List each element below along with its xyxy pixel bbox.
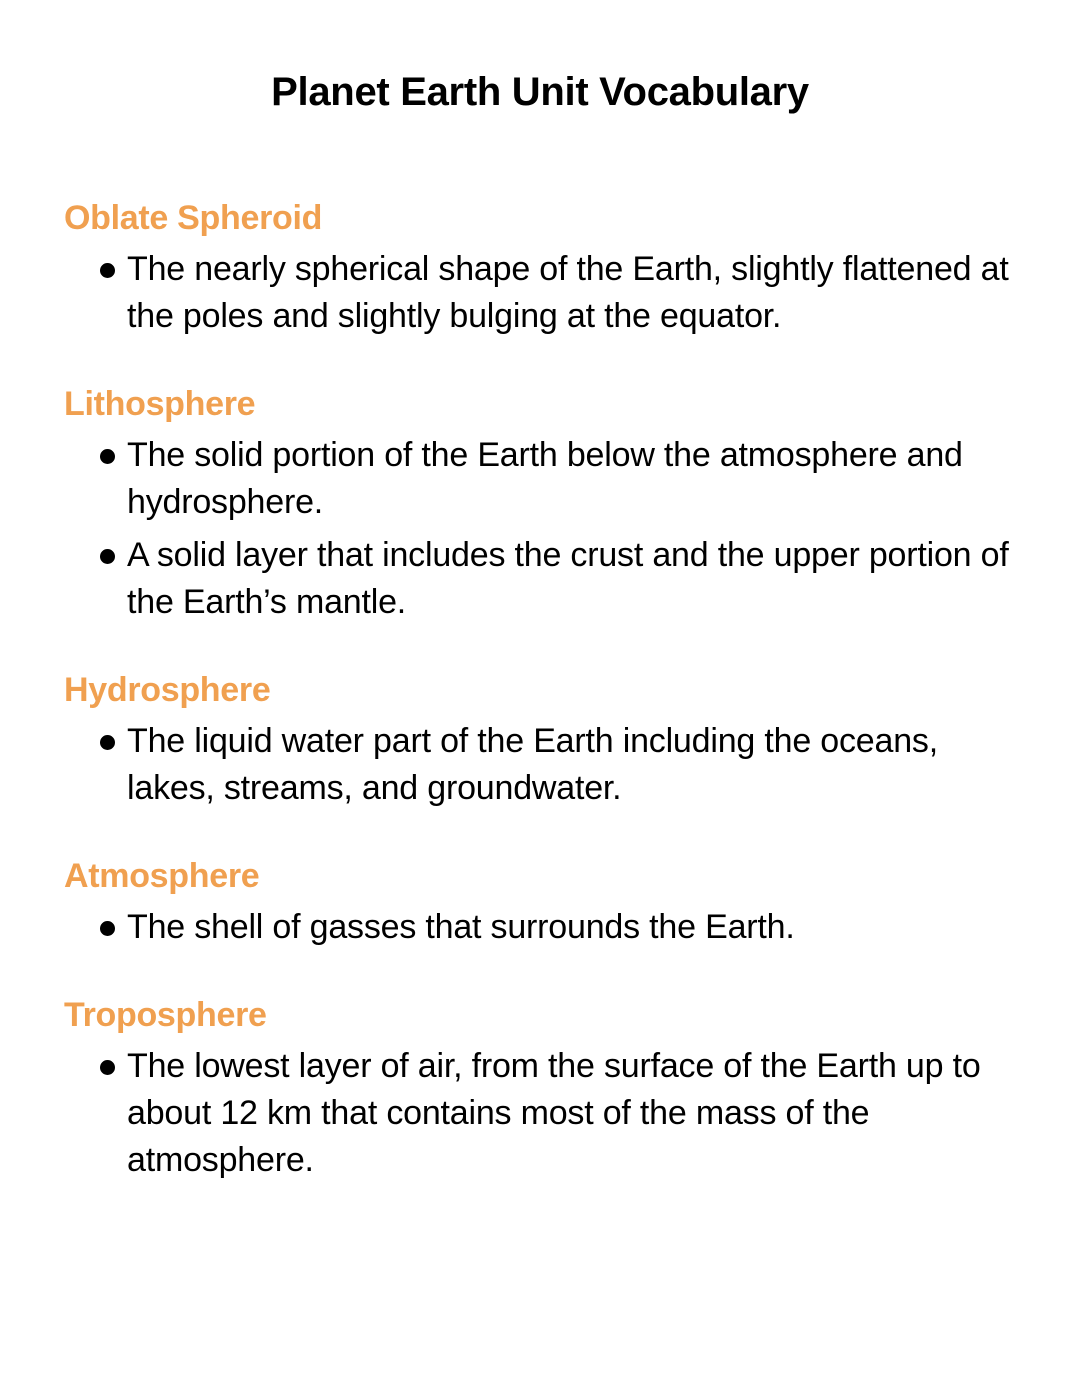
definition-item	[64, 432, 1024, 526]
bullet-icon	[100, 1060, 115, 1075]
term-atmosphere	[64, 854, 1024, 951]
term-oblate-spheroid	[64, 196, 1024, 340]
definition-text: A solid layer that includes the crust and the upper portion of the Earth’s mantle.	[127, 536, 1009, 621]
term-heading: Hydrosphere	[64, 671, 271, 709]
definition-item	[64, 532, 1024, 626]
vocabulary-list	[64, 196, 1024, 1226]
definition-text: The lowest layer of air, from the surface of the Earth up to about 12 km that contains most of the mass of the atmosphere.	[127, 1047, 981, 1179]
bullet-icon	[100, 735, 115, 750]
definition-text: The solid portion of the Earth below the atmosphere and hydrosphere.	[127, 436, 963, 521]
term-heading: Atmosphere	[64, 857, 260, 895]
bullet-icon	[100, 263, 115, 278]
term-heading: Lithosphere	[64, 385, 256, 423]
term-heading: Oblate Spheroid	[64, 199, 323, 237]
definition-item	[64, 246, 1024, 340]
definition-item	[64, 718, 1024, 812]
page-title: Planet Earth Unit Vocabulary	[271, 70, 809, 114]
definition-text: The liquid water part of the Earth including the oceans, lakes, streams, and groundwater.	[127, 722, 938, 807]
bullet-icon	[100, 921, 115, 936]
definition-item	[64, 904, 1024, 951]
term-troposphere	[64, 993, 1024, 1184]
definition-text: The shell of gasses that surrounds the Earth.	[127, 908, 795, 946]
bullet-icon	[100, 449, 115, 464]
bullet-icon	[100, 549, 115, 564]
term-hydrosphere	[64, 668, 1024, 812]
definition-text: The nearly spherical shape of the Earth, slightly flattened at the poles and slightly bulging at the equator.	[127, 250, 1009, 335]
term-heading: Troposphere	[64, 996, 267, 1034]
term-lithosphere	[64, 382, 1024, 626]
definition-item	[64, 1043, 1024, 1184]
